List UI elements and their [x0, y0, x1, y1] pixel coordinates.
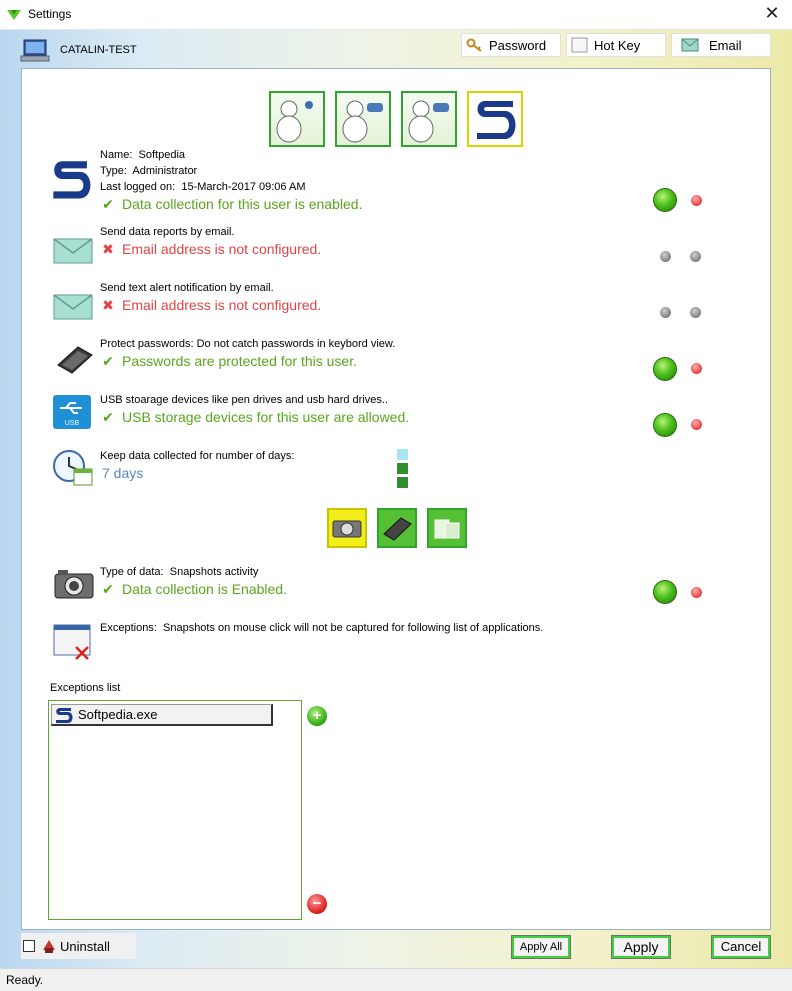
uninstall-label: Uninstall [60, 938, 110, 954]
copy-pages-icon [429, 510, 465, 546]
settings-frame [0, 30, 792, 968]
spinner-mid[interactable] [397, 463, 408, 474]
user-tile-softpedia[interactable] [467, 91, 523, 147]
user-type-line [100, 165, 197, 177]
usb-icon-text: USB [64, 420, 80, 427]
exceptions-list[interactable] [48, 700, 302, 920]
cancel-button[interactable]: Cancel [711, 935, 771, 959]
data-type-on[interactable] [653, 580, 677, 604]
type-of-data-value: Snapshots activity [169, 566, 259, 578]
window-title: Settings [28, 7, 72, 21]
data-type-status-text: Data collection is Enabled. [122, 581, 287, 597]
email-reports-envelope-icon [52, 231, 96, 271]
keep-days-value[interactable]: 7 days [102, 465, 144, 481]
usb-off[interactable] [691, 419, 702, 430]
user-status-text: Data collection for this user is enabled. [122, 196, 363, 212]
hotkey-button-label: Hot Key [594, 37, 641, 53]
close-button[interactable]: ✕ [764, 3, 780, 23]
email-reports-status [100, 241, 321, 258]
keyboard-mode-button[interactable] [377, 508, 417, 548]
protect-passwords-status-text: Passwords are protected for this user. [122, 353, 357, 369]
user-tile-car[interactable] [335, 91, 391, 147]
usb-status [100, 409, 409, 426]
text-alert-off[interactable] [690, 307, 701, 318]
tablet-keyboard-icon [52, 339, 96, 379]
type-of-data-line [100, 566, 258, 578]
user-type-label: Type: [100, 165, 127, 177]
settings-panel [21, 68, 771, 930]
uninstall-option[interactable] [21, 933, 136, 959]
last-logged-line [100, 181, 306, 193]
softpedia-app-icon [54, 706, 74, 724]
spinner-up[interactable] [397, 449, 408, 460]
email-reports-label: Send data reports by email. [100, 226, 235, 238]
apply-all-button[interactable]: Apply All [511, 935, 571, 959]
text-alert-envelope-icon [52, 287, 96, 327]
check-icon: ✔ [102, 581, 114, 597]
last-logged-value: 15-March-2017 09:06 AM [181, 181, 306, 193]
computer-name: CATALIN-TEST [60, 44, 137, 56]
clock-calendar-icon [52, 449, 96, 489]
email-button[interactable] [671, 33, 771, 57]
text-alert-status [100, 297, 321, 314]
email-reports-on[interactable] [660, 251, 671, 262]
user-tile-car-2[interactable] [401, 91, 457, 147]
usb-label: USB stoarage devices like pen drives and usb hard drives.. [100, 394, 388, 406]
camera-icon [329, 510, 365, 546]
check-icon: ✔ [102, 409, 114, 425]
data-type-off[interactable] [691, 587, 702, 598]
protect-passwords-label: Protect passwords: Do not catch passwords in keybord view. [100, 338, 396, 350]
email-reports-off[interactable] [690, 251, 701, 262]
protect-passwords-off[interactable] [691, 363, 702, 374]
camera-type-icon [52, 565, 96, 605]
type-of-data-label: Type of data: [100, 566, 164, 578]
tablet-icon [379, 510, 415, 546]
uninstall-icon [41, 938, 57, 954]
password-button-label: Password [489, 37, 547, 53]
user-status [100, 196, 362, 213]
list-item[interactable] [51, 704, 273, 726]
softpedia-logo-icon [469, 93, 521, 145]
user-name-value: Softpedia [138, 149, 186, 161]
user-type-value: Administrator [132, 165, 198, 177]
user-name-line [100, 149, 185, 161]
clipboard-mode-button[interactable] [427, 508, 467, 548]
exceptions-list-title: Exceptions list [50, 682, 121, 694]
usb-on[interactable] [653, 413, 677, 437]
text-alert-status-text: Email address is not configured. [122, 297, 322, 313]
exception-window-icon [52, 621, 96, 661]
password-button[interactable] [461, 33, 561, 57]
hotkey-button[interactable] [566, 33, 666, 57]
exceptions-line [100, 622, 543, 634]
apply-button[interactable]: Apply [611, 935, 671, 959]
uninstall-checkbox[interactable] [23, 940, 35, 952]
keyboard-key-icon [571, 37, 589, 53]
envelope-icon [676, 37, 704, 53]
status-bar: Ready. [0, 968, 792, 991]
error-x-icon: ✖ [102, 241, 114, 257]
exceptions-label: Exceptions: [100, 622, 157, 634]
email-button-label: Email [709, 37, 742, 53]
snapshot-mode-button[interactable] [327, 508, 367, 548]
enable-toggle-on[interactable] [653, 188, 677, 212]
error-x-icon: ✖ [102, 297, 114, 313]
email-reports-status-text: Email address is not configured. [122, 241, 322, 257]
protect-passwords-on[interactable] [653, 357, 677, 381]
user-settings-icon [271, 93, 323, 145]
exceptions-text: Snapshots on mouse click will not be captured for following list of applications. [163, 622, 544, 634]
list-item-label: Softpedia.exe [78, 707, 158, 722]
usb-status-text: USB storage devices for this user are allowed. [122, 409, 410, 425]
computer-icon [20, 38, 52, 64]
text-alert-on[interactable] [660, 307, 671, 318]
keep-days-label: Keep data collected for number of days: [100, 450, 295, 462]
title-bar [0, 0, 792, 30]
protect-passwords-status [100, 353, 357, 370]
spinner-down[interactable] [397, 477, 408, 488]
usb-icon [52, 394, 92, 430]
user-car-icon [337, 93, 389, 145]
check-icon: ✔ [102, 353, 114, 369]
softpedia-user-icon [48, 153, 94, 205]
last-logged-label: Last logged on: [100, 181, 176, 193]
add-exception-button[interactable]: + [307, 706, 327, 726]
user-tile-settings[interactable] [269, 91, 325, 147]
key-icon [466, 37, 484, 53]
user-car-alt-icon [403, 93, 455, 145]
disable-toggle-off[interactable] [691, 195, 702, 206]
keep-days-spinner[interactable] [397, 449, 408, 491]
check-icon: ✔ [102, 196, 114, 212]
user-name-label: Name: [100, 149, 133, 161]
app-logo-icon [6, 7, 22, 23]
remove-exception-button[interactable]: − [307, 894, 327, 914]
text-alert-label: Send text alert notification by email. [100, 282, 274, 294]
data-type-status [100, 581, 287, 598]
